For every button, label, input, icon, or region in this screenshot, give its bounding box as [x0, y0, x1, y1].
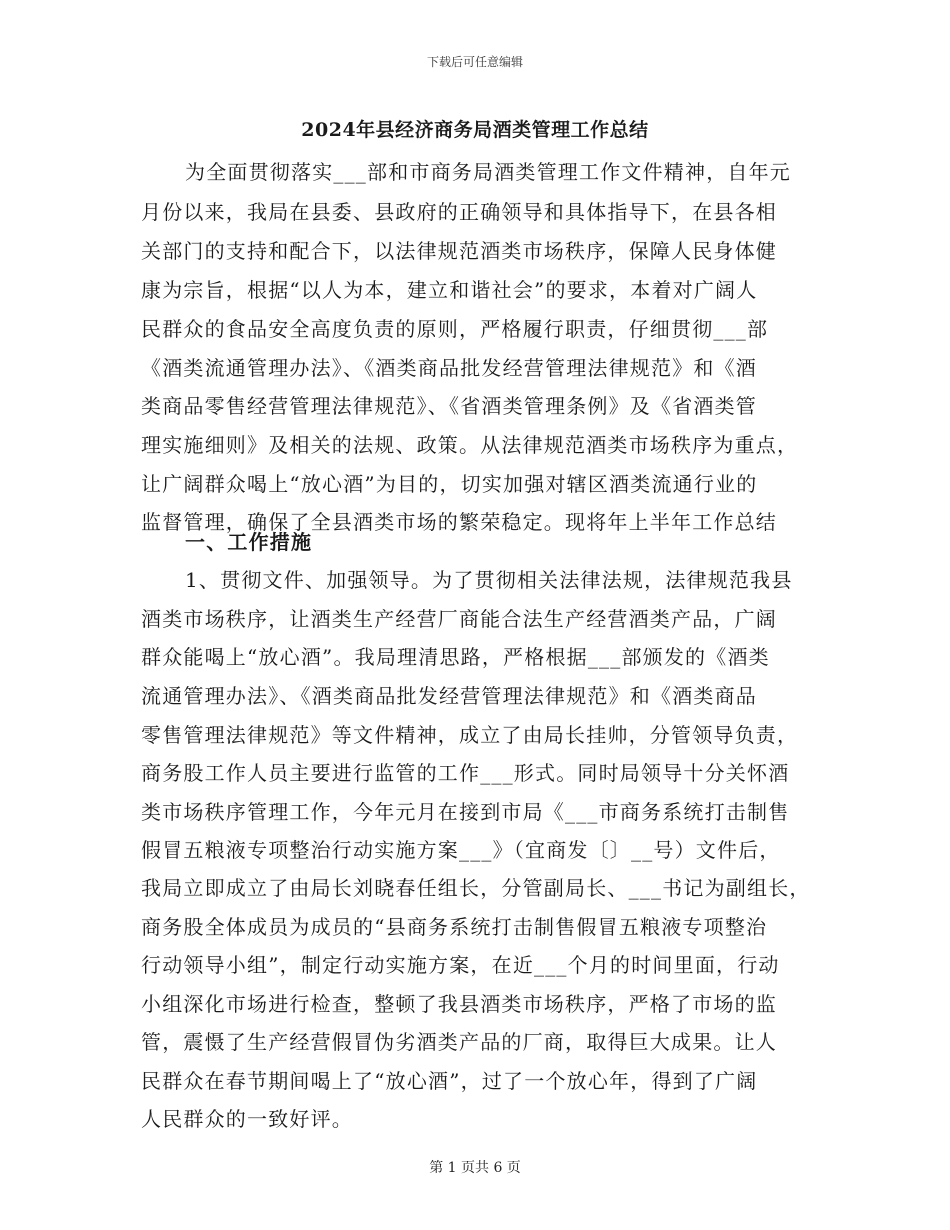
- body-line: 1、贯彻文件、加强领导。为了贯彻相关法律法规，法律规范我县: [185, 568, 793, 592]
- body-line: 群众能喝上“放心酒”。我局理清思路，严格根据___部颁发的《酒类: [141, 645, 770, 669]
- body-line: 让广阔群众喝上“放心酒”为目的，切实加强对辖区酒类流通行业的: [141, 472, 758, 496]
- body-line: 商务股全体成员为成员的“县商务系统打击制售假冒五粮液专项整治: [141, 915, 768, 939]
- body-line: 《酒类流通管理办法》、《酒类商品批发经营管理法律规范》和《酒: [141, 356, 757, 380]
- body-line: 行动领导小组”，制定行动实施方案，在近___个月的时间里面，行动: [141, 953, 780, 977]
- page-footer: 第 1 页共 6 页: [429, 1160, 521, 1176]
- body-line: 监督管理，确保了全县酒类市场的繁荣稳定。现将年上半年工作总结: [141, 510, 777, 534]
- body-line: 康为宗旨，根据“以人为本，建立和谐社会”的要求，本着对广阔人: [141, 278, 758, 302]
- body-line: 关部门的支持和配合下，以法律规范酒类市场秩序，保障人民身体健: [141, 239, 777, 263]
- body-line: 小组深化市场进行检查，整顿了我县酒类市场秩序，严格了市场的监: [141, 992, 777, 1016]
- body-line: 理实施细则》及相关的法规、政策。从法律规范酒类市场秩序为重点，: [141, 433, 799, 457]
- body-line: 零售管理法律规范》等文件精神，成立了由局长挂帅，分管领导负责，: [141, 723, 799, 747]
- body-line: 类市场秩序管理工作，今年元月在接到市局《___市商务系统打击制售: [141, 800, 790, 824]
- body-line: 管，震慑了生产经营假冒伪劣酒类产品的厂商，取得巨大成果。让人: [141, 1030, 777, 1054]
- body-line: 商务股工作人员主要进行监管的工作___形式。同时局领导十分关怀酒: [141, 761, 790, 785]
- body-line: 民群众的食品安全高度负责的原则，严格履行职责，仔细贯彻___部: [141, 317, 769, 341]
- body-line: 民群众在春节期间喝上了“放心酒”，过了一个放心年，得到了广阔: [141, 1069, 758, 1093]
- body-line: 流通管理办法》、《酒类商品批发经营管理法律规范》和《酒类商品: [141, 684, 757, 708]
- body-line: 为全面贯彻落实___部和市商务局酒类管理工作文件精神，自年元: [185, 160, 791, 184]
- body-line: 假冒五粮液专项整治行动实施方案___》（宜商发〔〕__号）文件后，: [141, 838, 781, 862]
- body-line: 人民群众的一致好评。: [141, 1107, 353, 1131]
- section-heading: 一、工作措施: [185, 530, 313, 554]
- document-title: 2024年县经济商务局酒类管理工作总结: [301, 119, 649, 141]
- body-line: 酒类市场秩序，让酒类生产经营厂商能合法生产经营酒类产品，广阔: [141, 607, 777, 631]
- body-line: 类商品零售经营管理法律规范》、《省酒类管理条例》及《省酒类管: [141, 394, 757, 418]
- body-line: 月份以来，我局在县委、县政府的正确领导和具体指导下，在县各相: [141, 200, 777, 224]
- header-note: 下载后可任意编辑: [426, 55, 523, 69]
- body-line: 我局立即成立了由局长刘晓春任组长，分管副局长、___书记为副组长，: [141, 876, 811, 900]
